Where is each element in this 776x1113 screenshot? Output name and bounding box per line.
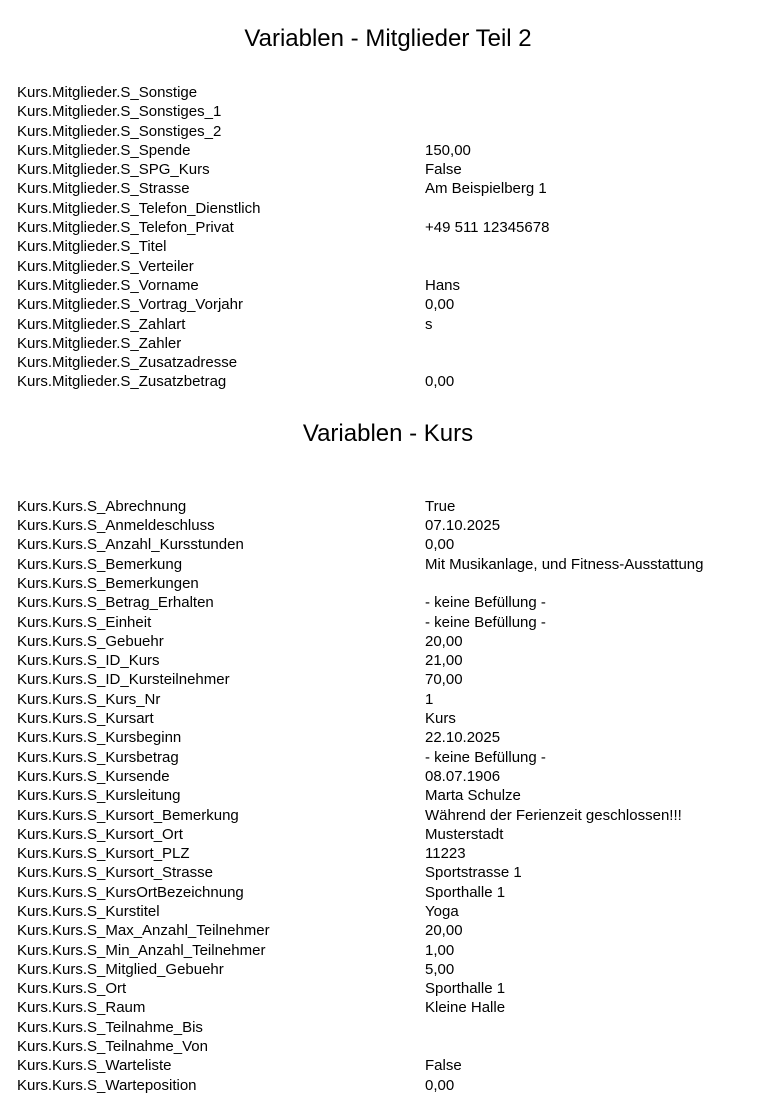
variable-value: 0,00 bbox=[425, 373, 455, 391]
variable-name: Kurs.Kurs.S_Kursort_Strasse bbox=[17, 864, 213, 882]
variable-row bbox=[0, 218, 776, 237]
variable-name: Kurs.Mitglieder.S_Verteiler bbox=[17, 257, 194, 275]
variable-value: 08.07.1906 bbox=[425, 767, 501, 785]
variable-row bbox=[0, 902, 776, 921]
variable-row bbox=[0, 574, 776, 593]
variable-name: Kurs.Mitglieder.S_Vorname bbox=[17, 276, 199, 294]
variable-row bbox=[0, 555, 776, 574]
variable-value: Musterstadt bbox=[425, 825, 504, 843]
variable-row bbox=[0, 315, 776, 334]
variable-value: Marta Schulze bbox=[425, 787, 521, 805]
variable-name: Kurs.Kurs.S_Teilnahme_Bis bbox=[17, 1018, 203, 1036]
variable-name: Kurs.Kurs.S_Kursort_Bemerkung bbox=[17, 806, 239, 824]
variable-name: Kurs.Kurs.S_Kursort_Ort bbox=[17, 825, 183, 843]
variable-name: Kurs.Kurs.S_Kurstitel bbox=[17, 902, 160, 920]
variable-name: Kurs.Mitglieder.S_Zusatzadresse bbox=[17, 354, 238, 372]
variable-value: False bbox=[425, 161, 462, 179]
variable-name: Kurs.Kurs.S_Anzahl_Kursstunden bbox=[17, 536, 244, 554]
variable-row bbox=[0, 497, 776, 516]
variable-value: Hans bbox=[425, 276, 461, 294]
variable-list-kurs bbox=[0, 497, 776, 1095]
variable-value: 150,00 bbox=[425, 141, 471, 159]
variable-name: Kurs.Kurs.S_Max_Anzahl_Teilnehmer bbox=[17, 922, 270, 940]
variable-name: Kurs.Kurs.S_Kursleitung bbox=[17, 787, 181, 805]
variable-row bbox=[0, 160, 776, 179]
variable-row bbox=[0, 690, 776, 709]
variable-value bbox=[425, 1037, 776, 1056]
variable-name: Kurs.Mitglieder.S_Telefon_Dienstlich bbox=[17, 199, 261, 217]
variable-row bbox=[0, 1018, 776, 1037]
variable-name: Kurs.Mitglieder.S_Vortrag_Vorjahr bbox=[17, 296, 243, 314]
variable-name: Kurs.Kurs.S_Bemerkung bbox=[17, 555, 183, 573]
variable-value bbox=[425, 122, 776, 141]
variable-value: 20,00 bbox=[425, 922, 463, 940]
variable-value: 0,00 bbox=[425, 296, 455, 314]
variable-row bbox=[0, 1076, 776, 1095]
variable-name: Kurs.Mitglieder.S_Sonstiges_1 bbox=[17, 103, 222, 121]
variable-row bbox=[0, 806, 776, 825]
variable-value: Kleine Halle bbox=[425, 999, 506, 1017]
variable-row bbox=[0, 83, 776, 102]
variable-row bbox=[0, 748, 776, 767]
variable-name: Kurs.Kurs.S_Warteposition bbox=[17, 1076, 197, 1094]
variable-name: Kurs.Kurs.S_Kursbetrag bbox=[17, 748, 179, 766]
variable-name: Kurs.Mitglieder.S_Sonstige bbox=[17, 84, 198, 101]
variable-row bbox=[0, 141, 776, 160]
variable-row bbox=[0, 535, 776, 554]
variable-name: Kurs.Kurs.S_Kursort_PLZ bbox=[17, 845, 190, 863]
variable-row bbox=[0, 516, 776, 535]
variable-value bbox=[425, 83, 776, 102]
variable-row bbox=[0, 237, 776, 256]
variable-name: Kurs.Kurs.S_KursOrtBezeichnung bbox=[17, 883, 244, 901]
section-title-kurs: Variablen - Kurs bbox=[302, 419, 474, 447]
variable-name: Kurs.Kurs.S_Betrag_Erhalten bbox=[17, 594, 214, 612]
variable-row bbox=[0, 941, 776, 960]
variable-row bbox=[0, 979, 776, 998]
variable-name: Kurs.Kurs.S_Mitglied_Gebuehr bbox=[17, 960, 224, 978]
variable-row bbox=[0, 863, 776, 882]
variable-value: Sportstrasse 1 bbox=[425, 864, 522, 882]
variable-row bbox=[0, 613, 776, 632]
variable-row bbox=[0, 1056, 776, 1075]
variable-name: Kurs.Mitglieder.S_Zusatzbetrag bbox=[17, 373, 227, 391]
variable-value: 21,00 bbox=[425, 652, 463, 670]
variable-value: 11223 bbox=[425, 845, 466, 863]
variable-row bbox=[0, 651, 776, 670]
variable-name: Kurs.Mitglieder.S_Zahler bbox=[17, 334, 182, 352]
variable-value: 07.10.2025 bbox=[425, 517, 501, 535]
variable-row bbox=[0, 786, 776, 805]
variable-row bbox=[0, 257, 776, 276]
variable-row bbox=[0, 921, 776, 940]
variable-name: Kurs.Kurs.S_Abrechnung bbox=[17, 497, 187, 515]
variable-name: Kurs.Mitglieder.S_Sonstiges_2 bbox=[17, 122, 222, 140]
variable-value bbox=[425, 102, 776, 121]
variable-value: True bbox=[425, 497, 456, 515]
variable-row bbox=[0, 179, 776, 198]
variable-list-mitglieder bbox=[0, 83, 776, 392]
variable-name: Kurs.Mitglieder.S_Titel bbox=[17, 238, 167, 256]
variable-value: +49 511 12345678 bbox=[425, 219, 550, 237]
variable-row bbox=[0, 199, 776, 218]
variable-name: Kurs.Kurs.S_Bemerkungen bbox=[17, 574, 199, 592]
variable-row bbox=[0, 825, 776, 844]
variable-row bbox=[0, 728, 776, 747]
variable-value: Sporthalle 1 bbox=[425, 883, 506, 901]
variable-name: Kurs.Mitglieder.S_Telefon_Privat bbox=[17, 219, 234, 237]
variable-name: Kurs.Kurs.S_Kursbeginn bbox=[17, 729, 182, 747]
section-mitglieder-teil-2 bbox=[0, 25, 776, 392]
variable-row bbox=[0, 276, 776, 295]
variable-row bbox=[0, 998, 776, 1017]
variable-name: Kurs.Kurs.S_Kurs_Nr bbox=[17, 690, 161, 708]
variable-name: Kurs.Kurs.S_ID_Kurs bbox=[17, 652, 160, 670]
variable-name: Kurs.Kurs.S_Min_Anzahl_Teilnehmer bbox=[17, 941, 266, 959]
variable-name: Kurs.Kurs.S_Raum bbox=[17, 999, 146, 1017]
variable-value bbox=[425, 334, 776, 353]
variable-value: - keine Befüllung - bbox=[425, 748, 546, 766]
variable-name: Kurs.Kurs.S_Warteliste bbox=[17, 1057, 172, 1075]
variable-value: 0,00 bbox=[425, 1076, 455, 1094]
variable-value bbox=[425, 353, 776, 372]
variable-value: - keine Befüllung - bbox=[425, 613, 546, 631]
variable-value: False bbox=[425, 1057, 462, 1075]
variable-value bbox=[425, 574, 776, 593]
variable-row bbox=[0, 960, 776, 979]
variable-name: Kurs.Mitglieder.S_Spende bbox=[17, 141, 191, 159]
variable-name: Kurs.Mitglieder.S_SPG_Kurs bbox=[17, 161, 210, 179]
variable-value: 22.10.2025 bbox=[425, 729, 501, 747]
variable-value bbox=[425, 257, 776, 276]
variable-row bbox=[0, 334, 776, 353]
variable-name: Kurs.Kurs.S_Gebuehr bbox=[17, 632, 164, 650]
variable-name: Kurs.Kurs.S_Anmeldeschluss bbox=[17, 517, 215, 535]
variable-value: Mit Musikanlage, und Fitness-Ausstattung bbox=[425, 555, 704, 573]
variable-value: 20,00 bbox=[425, 632, 463, 650]
variable-value: 70,00 bbox=[425, 671, 463, 689]
variable-value: Yoga bbox=[425, 902, 459, 920]
variable-row bbox=[0, 767, 776, 786]
variable-value bbox=[425, 199, 776, 218]
variable-row bbox=[0, 102, 776, 121]
variable-row bbox=[0, 295, 776, 314]
variable-row bbox=[0, 670, 776, 689]
variable-name: Kurs.Kurs.S_Kursende bbox=[17, 767, 170, 785]
variable-row bbox=[0, 709, 776, 728]
variable-name: Kurs.Kurs.S_ID_Kursteilnehmer bbox=[17, 671, 230, 689]
variable-name: Kurs.Mitglieder.S_Strasse bbox=[17, 180, 190, 198]
variable-row bbox=[0, 593, 776, 612]
variable-value: 1 bbox=[425, 690, 434, 708]
variable-value: 5,00 bbox=[425, 960, 455, 978]
variable-value: - keine Befüllung - bbox=[425, 594, 546, 612]
variable-value bbox=[425, 1018, 776, 1037]
section-title-mitglieder: Variablen - Mitglieder Teil 2 bbox=[244, 25, 532, 52]
section-kurs bbox=[0, 420, 776, 1095]
variable-value: s bbox=[425, 315, 433, 333]
variable-row bbox=[0, 1037, 776, 1056]
variable-row bbox=[0, 632, 776, 651]
variable-value: Während der Ferienzeit geschlossen!!! bbox=[425, 806, 682, 824]
variable-row bbox=[0, 353, 776, 372]
variable-row bbox=[0, 372, 776, 391]
variable-name: Kurs.Kurs.S_Ort bbox=[17, 980, 127, 998]
variable-value: 1,00 bbox=[425, 941, 455, 959]
variable-value bbox=[425, 237, 776, 256]
variable-name: Kurs.Mitglieder.S_Zahlart bbox=[17, 315, 186, 333]
variable-value: Am Beispielberg 1 bbox=[425, 180, 547, 198]
variable-row bbox=[0, 844, 776, 863]
variable-name: Kurs.Kurs.S_Einheit bbox=[17, 613, 152, 631]
variable-row bbox=[0, 122, 776, 141]
variable-value: Kurs bbox=[425, 710, 456, 728]
variable-name: Kurs.Kurs.S_Teilnahme_Von bbox=[17, 1038, 208, 1056]
variable-value: 0,00 bbox=[425, 536, 455, 554]
variable-value: Sporthalle 1 bbox=[425, 980, 506, 998]
variable-name: Kurs.Kurs.S_Kursart bbox=[17, 710, 154, 728]
variable-row bbox=[0, 883, 776, 902]
